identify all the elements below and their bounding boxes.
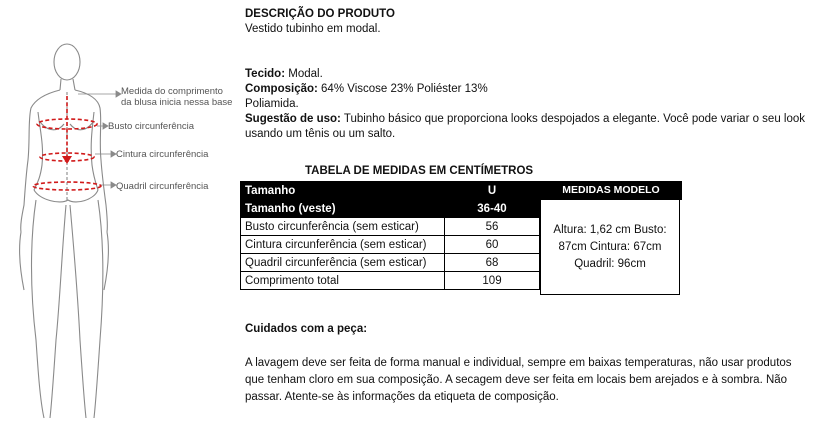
product-description — [245, 7, 820, 142]
table-cell-label: Quadril circunferência (sem esticar) — [241, 254, 445, 272]
annotation-length — [121, 86, 232, 108]
table-row — [241, 254, 540, 272]
composition-value: 64% Viscose 23% Poliéster 13% — [317, 83, 488, 95]
care-text: A lavagem deve ser feita de forma manual e individual, sempre em baixas temperaturas, não usar produtos que tenham cloro em sua composição. A secagem deve ser feita em locais bem arejados e à sombra. Não passar. Atente-se às informações da etiqueta de composição. — [245, 357, 792, 403]
table-cell-label: Tamanho (veste) — [241, 200, 445, 218]
care-instructions — [245, 321, 805, 406]
table-row — [241, 236, 540, 254]
annotation-hip: Quadril circunferência — [116, 181, 209, 192]
length-arrow-icon — [62, 156, 72, 164]
table-cell-label: Busto circunferência (sem esticar) — [241, 218, 445, 236]
figure-head — [54, 44, 80, 80]
table-row — [241, 200, 540, 218]
fabric-value: Modal. — [285, 68, 323, 80]
annotation-waist: Cintura circunferência — [116, 149, 209, 160]
table-cell-value: 56 — [445, 218, 540, 236]
table-cell-label: Cintura circunferência (sem esticar) — [241, 236, 445, 254]
table-row — [241, 182, 540, 200]
usage-value: Tubinho básico que proporciona looks despojados a elegante. Você pode variar o seu look usando um tênis ou um salto. — [245, 113, 806, 140]
fabric-label: Tecido: — [245, 68, 286, 80]
table-cell-value: U — [445, 182, 540, 200]
size-table — [240, 181, 540, 290]
usage-line — [245, 112, 820, 142]
table-cell-value: 68 — [445, 254, 540, 272]
table-row — [241, 218, 540, 236]
annotation-length-line-1: Medida do comprimento — [121, 86, 223, 97]
table-cell-label: Comprimento total — [241, 272, 445, 290]
annotation-length-line-2: da blusa inicia nessa base — [121, 97, 233, 108]
size-table-title: TABELA DE MEDIDAS EM CENTÍMETROS — [305, 165, 534, 177]
annotation-bust: Busto circunferência — [108, 121, 195, 132]
body-silhouette-drawing — [0, 0, 236, 423]
table-cell-value: 36-40 — [445, 200, 540, 218]
table-row — [241, 272, 540, 290]
model-measurements-text: Altura: 1,62 cm Busto: 87cm Cintura: 67cm Quadril: 96cm — [553, 223, 667, 270]
fabric-line — [245, 67, 820, 82]
composition-line — [245, 82, 820, 97]
table-cell-value: 109 — [445, 272, 540, 290]
care-heading: Cuidados com a peça: — [245, 323, 368, 335]
description-heading: DESCRIÇÃO DO PRODUTO — [245, 8, 395, 20]
body-measurement-figure — [0, 0, 236, 423]
composition-label: Composição: — [245, 83, 318, 95]
table-cell-label: Tamanho — [241, 182, 445, 200]
model-measurements-heading: MEDIDAS MODELO — [540, 181, 682, 200]
description-text: Vestido tubinho em modal. — [245, 23, 381, 35]
usage-label: Sugestão de uso: — [245, 113, 341, 125]
table-cell-value: 60 — [445, 236, 540, 254]
model-measurements-box — [540, 200, 680, 295]
composition-line-2: Poliamida. — [245, 98, 299, 110]
